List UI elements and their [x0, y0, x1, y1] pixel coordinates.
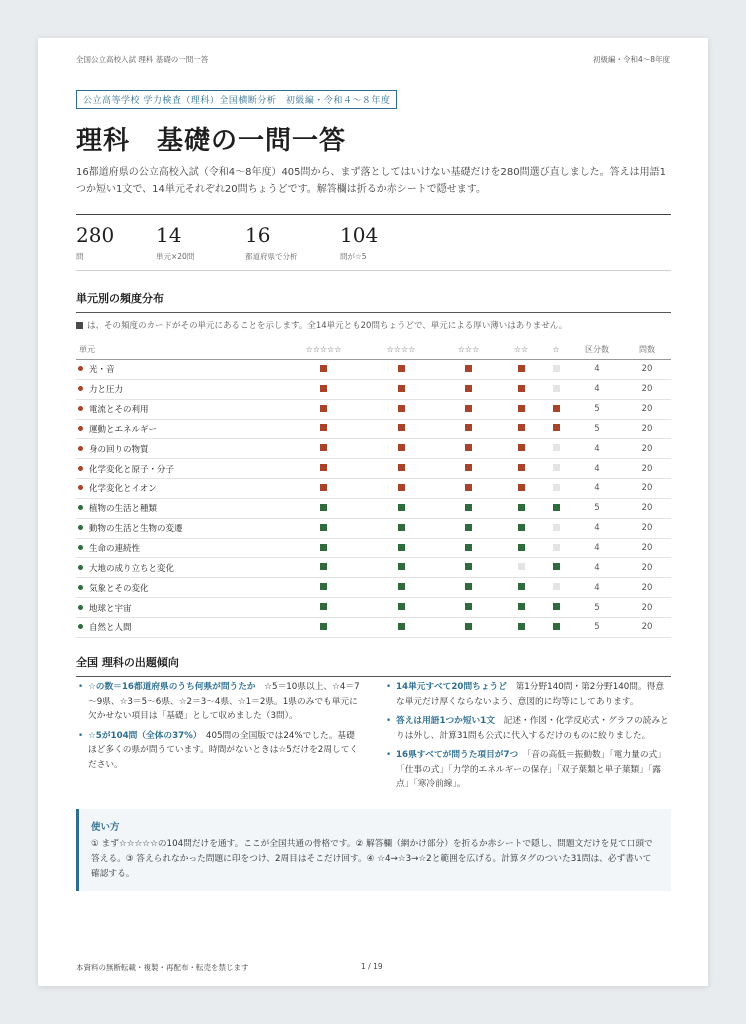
filled-square-icon: [465, 583, 472, 590]
unit-name: 身の回りの物質: [89, 444, 149, 455]
kinds-cell: 4: [571, 479, 623, 499]
count-cell: 20: [623, 518, 671, 538]
filled-square-icon: [320, 365, 327, 372]
frequency-cell: [366, 479, 436, 499]
trend-item: [76, 680, 363, 724]
stat-units: [156, 223, 194, 262]
filled-square-icon: [518, 583, 525, 590]
filled-square-icon: [320, 563, 327, 570]
trend-item: [384, 748, 671, 792]
trend-item-heading: 16県すべてが問うた項目が7つ: [396, 750, 519, 760]
frequency-cell: [366, 459, 436, 479]
lead-paragraph: 16都道府県の公立高校入試（令和4～8年度）405問から、まず落としてはいけない基礎だけを280問選び直しました。答えは用語1つか短い1文で、14単元それぞれ20問ちょうどです。解答欄は折るか赤シートで隠せます。: [76, 167, 666, 195]
frequency-cell: [541, 518, 571, 538]
count-cell: 20: [623, 439, 671, 459]
frequency-cell: [366, 379, 436, 399]
frequency-cell: [281, 538, 366, 558]
frequency-cell: [281, 360, 366, 380]
table-row: [76, 479, 671, 499]
table-row: [76, 360, 671, 380]
frequency-cell: [501, 538, 541, 558]
usage-box: [76, 809, 671, 891]
unit-cell: [76, 439, 281, 459]
kinds-cell: 4: [571, 538, 623, 558]
filled-square-icon: [465, 385, 472, 392]
count-cell: 20: [623, 498, 671, 518]
frequency-cell: [281, 439, 366, 459]
frequency-cell: [366, 538, 436, 558]
table-row: [76, 419, 671, 439]
frequency-cell: [541, 538, 571, 558]
frequency-cell: [436, 598, 501, 618]
stat-five-star: [340, 223, 378, 262]
filled-square-icon: [320, 385, 327, 392]
filled-square-icon: [398, 544, 405, 551]
trend-item: [384, 714, 671, 743]
filled-square-icon: [320, 583, 327, 590]
group-dot-icon: [78, 525, 83, 530]
unit-cell: [76, 360, 281, 380]
unit-name: 動物の生活と生物の変遷: [89, 524, 183, 535]
trend-item: [384, 680, 671, 709]
filled-square-icon: [465, 623, 472, 630]
kinds-cell: 5: [571, 598, 623, 618]
usage-text: ① まず☆☆☆☆☆の104問だけを通す。ここが全国共通の骨格です。② 解答欄（網かけ部分）を折るか赤シートで隠し、問題文だけを見て口頭で答える。③ 答えられなかった問題に印をつけ、2周目はそこだけ回す。④ ☆4→☆3→☆2と範囲を広げる。計算タグのついた31問は、必ず書いて確認する。: [91, 839, 653, 879]
frequency-cell: [366, 617, 436, 637]
unit-cell: [76, 479, 281, 499]
count-cell: 20: [623, 617, 671, 637]
filled-square-icon: [320, 504, 327, 511]
filled-square-icon: [398, 524, 405, 531]
unit-cell: [76, 518, 281, 538]
column-header: ☆☆☆☆: [366, 340, 436, 360]
filled-square-icon: [398, 444, 405, 451]
filled-square-icon: [518, 444, 525, 451]
stat-label: 問: [76, 252, 84, 261]
filled-square-icon: [398, 623, 405, 630]
table-row: [76, 598, 671, 618]
trend-item-text: ☆5＝10県以上、☆4＝7～9県、☆3＝5～6県、☆2＝3～4県、☆1＝2県。1県のみでも単元に欠かせない項目は「基礎」として収めました（3問）。: [88, 682, 360, 721]
frequency-cell: [366, 578, 436, 598]
filled-square-icon: [465, 603, 472, 610]
group-dot-icon: [78, 366, 83, 371]
filled-square-icon: [518, 385, 525, 392]
frequency-note: [76, 319, 567, 331]
unit-name: 化学変化と原子・分子: [89, 464, 175, 475]
frequency-cell: [501, 419, 541, 439]
column-header: 単元: [76, 340, 281, 360]
unit-name: 大地の成り立ちと変化: [89, 563, 175, 574]
filled-square-icon: [320, 623, 327, 630]
stat-value: 104: [340, 223, 379, 247]
filled-square-icon: [465, 464, 472, 471]
kinds-cell: 4: [571, 439, 623, 459]
unit-cell: [76, 598, 281, 618]
filled-square-icon: [518, 504, 525, 511]
unit-name: 自然と人間: [89, 623, 132, 634]
group-dot-icon: [78, 466, 83, 471]
frequency-cell: [281, 578, 366, 598]
frequency-cell: [436, 558, 501, 578]
filled-square-icon: [518, 424, 525, 431]
table-row: [76, 439, 671, 459]
empty-square-icon: [553, 544, 560, 551]
count-cell: 20: [623, 538, 671, 558]
filled-square-icon: [398, 484, 405, 491]
stat-value: 280: [76, 223, 115, 247]
group-dot-icon: [78, 585, 83, 590]
filled-square-icon: [553, 603, 560, 610]
filled-square-icon: [398, 603, 405, 610]
unit-name: 光・音: [89, 365, 115, 376]
frequency-cell: [436, 578, 501, 598]
count-cell: 20: [623, 578, 671, 598]
empty-square-icon: [553, 444, 560, 451]
unit-name: 地球と宇宙: [89, 603, 132, 614]
filled-square-icon: [320, 444, 327, 451]
filled-square-icon: [320, 464, 327, 471]
frequency-cell: [541, 360, 571, 380]
trend-item-text: 記述・作図・化学反応式・グラフの読みとりは外し、計算31問も公式に代入するだけのものに絞りました。: [396, 716, 669, 741]
filled-square-icon: [320, 424, 327, 431]
frequency-cell: [366, 598, 436, 618]
count-cell: 20: [623, 419, 671, 439]
filled-square-icon: [465, 424, 472, 431]
count-cell: 20: [623, 598, 671, 618]
group-dot-icon: [78, 446, 83, 451]
empty-square-icon: [553, 385, 560, 392]
group-dot-icon: [78, 565, 83, 570]
frequency-cell: [501, 498, 541, 518]
filled-square-icon: [320, 603, 327, 610]
filled-square-icon: [553, 563, 560, 570]
filled-square-icon: [398, 583, 405, 590]
stat-label: 問が☆5: [340, 252, 367, 261]
table-row: [76, 558, 671, 578]
table-row: [76, 459, 671, 479]
frequency-cell: [541, 419, 571, 439]
unit-name: 生命の連続性: [89, 544, 141, 555]
frequency-cell: [541, 459, 571, 479]
trend-item: [76, 729, 363, 773]
empty-square-icon: [553, 484, 560, 491]
stat-prefectures: [245, 223, 298, 262]
frequency-cell: [436, 538, 501, 558]
count-cell: 20: [623, 479, 671, 499]
stat-value: 16: [245, 223, 271, 247]
kinds-cell: 4: [571, 518, 623, 538]
trend-column-right: [384, 680, 671, 797]
group-dot-icon: [78, 505, 83, 510]
kinds-cell: 5: [571, 399, 623, 419]
unit-name: 電流とその利用: [89, 405, 149, 416]
filled-square-icon: [518, 544, 525, 551]
filled-square-icon: [465, 365, 472, 372]
unit-cell: [76, 578, 281, 598]
table-row: [76, 379, 671, 399]
unit-name: 植物の生活と種類: [89, 504, 158, 515]
frequency-cell: [281, 479, 366, 499]
trend-item-heading: ☆5が104問（全体の37%）: [88, 730, 198, 741]
filled-square-icon: [398, 504, 405, 511]
frequency-cell: [281, 518, 366, 538]
unit-cell: [76, 379, 281, 399]
frequency-cell: [436, 439, 501, 459]
filled-square-icon: [465, 484, 472, 491]
filled-square-icon: [320, 405, 327, 412]
filled-square-icon: [398, 365, 405, 372]
frequency-cell: [436, 399, 501, 419]
count-cell: 20: [623, 399, 671, 419]
unit-name: 化学変化とイオン: [89, 484, 157, 495]
frequency-cell: [366, 360, 436, 380]
frequency-cell: [501, 479, 541, 499]
frequency-cell: [541, 617, 571, 637]
frequency-cell: [281, 399, 366, 419]
unit-cell: [76, 617, 281, 637]
frequency-cell: [281, 598, 366, 618]
frequency-section-title: 単元別の頻度分布: [76, 290, 671, 313]
stats-bar: [76, 214, 671, 271]
frequency-cell: [436, 617, 501, 637]
frequency-cell: [541, 479, 571, 499]
stat-total: [76, 223, 114, 262]
unit-cell: [76, 538, 281, 558]
trend-item-text: 405問の全国版では24%でした。基礎ほど多くの県が問うています。時間がないときは☆5だけを2周してください。: [88, 730, 359, 770]
kinds-cell: 4: [571, 578, 623, 598]
frequency-cell: [281, 617, 366, 637]
filled-square-icon: [553, 424, 560, 431]
running-header: [76, 54, 670, 65]
frequency-cell: [501, 399, 541, 419]
frequency-cell: [366, 439, 436, 459]
unit-name: 運動とエネルギー: [89, 424, 158, 435]
group-dot-icon: [78, 545, 83, 550]
count-cell: 20: [623, 360, 671, 380]
kinds-cell: 5: [571, 498, 623, 518]
page-footer: [76, 962, 671, 973]
filled-square-icon: [518, 623, 525, 630]
unit-name: 力と圧力: [89, 385, 124, 396]
frequency-cell: [501, 578, 541, 598]
filled-square-icon: [465, 504, 472, 511]
frequency-cell: [436, 360, 501, 380]
filled-square-icon: [465, 444, 472, 451]
column-header: ☆☆☆: [436, 340, 501, 360]
frequency-cell: [501, 518, 541, 538]
document-page: [38, 38, 708, 986]
group-dot-icon: [78, 386, 83, 391]
frequency-cell: [366, 518, 436, 538]
frequency-cell: [541, 399, 571, 419]
frequency-cell: [436, 518, 501, 538]
frequency-cell: [501, 439, 541, 459]
trend-item-heading: 14単元すべて20問ちょうど: [396, 682, 507, 692]
trend-item-text: 第1分野140問・第2分野140問。得意な単元だけ厚くならないよう、意図的に均等にしてあります。: [396, 682, 665, 707]
kinds-cell: 5: [571, 419, 623, 439]
filled-square-icon: [398, 385, 405, 392]
column-header: ☆: [541, 340, 571, 360]
filled-square-icon: [398, 424, 405, 431]
unit-cell: [76, 399, 281, 419]
copyright-notice: 本資料の無断転載・複製・再配布・転売を禁じます: [76, 963, 249, 972]
unit-cell: [76, 459, 281, 479]
frequency-cell: [501, 558, 541, 578]
trend-section-title: 全国 理科の出題傾向: [76, 654, 671, 677]
trend-item-heading: ☆の数＝16都道府県のうち何県が問うたか: [88, 682, 256, 692]
frequency-cell: [281, 379, 366, 399]
filled-square-icon: [398, 464, 405, 471]
unit-name: 気象とその変化: [89, 583, 149, 594]
count-cell: 20: [623, 459, 671, 479]
kinds-cell: 4: [571, 459, 623, 479]
filled-square-icon: [465, 405, 472, 412]
filled-square-icon: [518, 524, 525, 531]
frequency-cell: [541, 379, 571, 399]
running-header-title: 全国公立高校入試 理科 基礎の一問一答: [76, 55, 209, 64]
empty-square-icon: [553, 583, 560, 590]
table-row: [76, 617, 671, 637]
filled-square-icon: [465, 563, 472, 570]
filled-square-icon: [398, 563, 405, 570]
stat-label: 単元×20問: [156, 252, 195, 261]
unit-cell: [76, 419, 281, 439]
frequency-cell: [366, 399, 436, 419]
frequency-cell: [436, 498, 501, 518]
filled-square-icon: [518, 464, 525, 471]
table-row: [76, 518, 671, 538]
page-title: 理科 基礎の一問一答: [76, 126, 347, 156]
filled-square-icon: [465, 544, 472, 551]
frequency-cell: [541, 598, 571, 618]
frequency-cell: [541, 498, 571, 518]
filled-square-icon: [553, 504, 560, 511]
frequency-cell: [541, 439, 571, 459]
stat-value: 14: [156, 223, 182, 247]
table-header-row: [76, 340, 671, 360]
group-dot-icon: [78, 406, 83, 411]
legend-square-icon: [76, 322, 83, 329]
filled-square-icon: [518, 365, 525, 372]
frequency-cell: [436, 379, 501, 399]
column-header: 区分数: [571, 340, 623, 360]
running-header-edition: 初級編・令和4～8年度: [592, 55, 670, 64]
group-dot-icon: [78, 426, 83, 431]
frequency-cell: [541, 578, 571, 598]
frequency-cell: [501, 459, 541, 479]
page-number: 1 / 19: [361, 962, 383, 971]
table-row: [76, 399, 671, 419]
frequency-cell: [541, 558, 571, 578]
filled-square-icon: [398, 405, 405, 412]
filled-square-icon: [465, 524, 472, 531]
group-dot-icon: [78, 624, 83, 629]
unit-cell: [76, 558, 281, 578]
filled-square-icon: [320, 544, 327, 551]
filled-square-icon: [553, 405, 560, 412]
filled-square-icon: [518, 484, 525, 491]
frequency-cell: [436, 479, 501, 499]
frequency-cell: [281, 419, 366, 439]
kinds-cell: 4: [571, 379, 623, 399]
column-header: ☆☆☆☆☆: [281, 340, 366, 360]
trend-column-left: [76, 680, 363, 777]
column-header: 問数: [623, 340, 671, 360]
frequency-cell: [281, 459, 366, 479]
filled-square-icon: [320, 524, 327, 531]
count-cell: 20: [623, 558, 671, 578]
filled-square-icon: [518, 603, 525, 610]
table-row: [76, 498, 671, 518]
table-row: [76, 538, 671, 558]
frequency-cell: [501, 360, 541, 380]
usage-title: 使い方: [91, 822, 120, 833]
frequency-note-text: は、その頻度のカードがその単元にあることを示します。全14単元とも20問ちょうどで、単元による厚い薄いはありません。: [87, 321, 568, 331]
frequency-cell: [366, 419, 436, 439]
trend-item-heading: 答えは用語1つか短い1文: [396, 716, 495, 726]
frequency-table: [76, 340, 671, 638]
empty-square-icon: [553, 464, 560, 471]
frequency-cell: [501, 379, 541, 399]
frequency-cell: [366, 558, 436, 578]
frequency-cell: [281, 558, 366, 578]
group-dot-icon: [78, 605, 83, 610]
frequency-cell: [436, 419, 501, 439]
frequency-cell: [366, 498, 436, 518]
table-row: [76, 578, 671, 598]
count-cell: 20: [623, 379, 671, 399]
series-tag: 公立高等学校 学力検査（理科）全国横断分析 初級編・令和４～８年度: [76, 90, 397, 109]
frequency-cell: [501, 598, 541, 618]
unit-cell: [76, 498, 281, 518]
frequency-cell: [501, 617, 541, 637]
frequency-cell: [436, 459, 501, 479]
kinds-cell: 5: [571, 617, 623, 637]
kinds-cell: 4: [571, 360, 623, 380]
trend-item-text: 「音の高低＝振動数」「電力量の式」「仕事の式」「力学的エネルギーの保存」「双子葉類と単子葉類」「露点」「寒冷前線」。: [396, 750, 666, 789]
empty-square-icon: [553, 365, 560, 372]
empty-square-icon: [553, 524, 560, 531]
group-dot-icon: [78, 485, 83, 490]
frequency-cell: [281, 498, 366, 518]
kinds-cell: 4: [571, 558, 623, 578]
empty-square-icon: [518, 563, 525, 570]
filled-square-icon: [320, 484, 327, 491]
stat-label: 都道府県で分析: [245, 252, 298, 261]
filled-square-icon: [553, 623, 560, 630]
filled-square-icon: [518, 405, 525, 412]
column-header: ☆☆: [501, 340, 541, 360]
